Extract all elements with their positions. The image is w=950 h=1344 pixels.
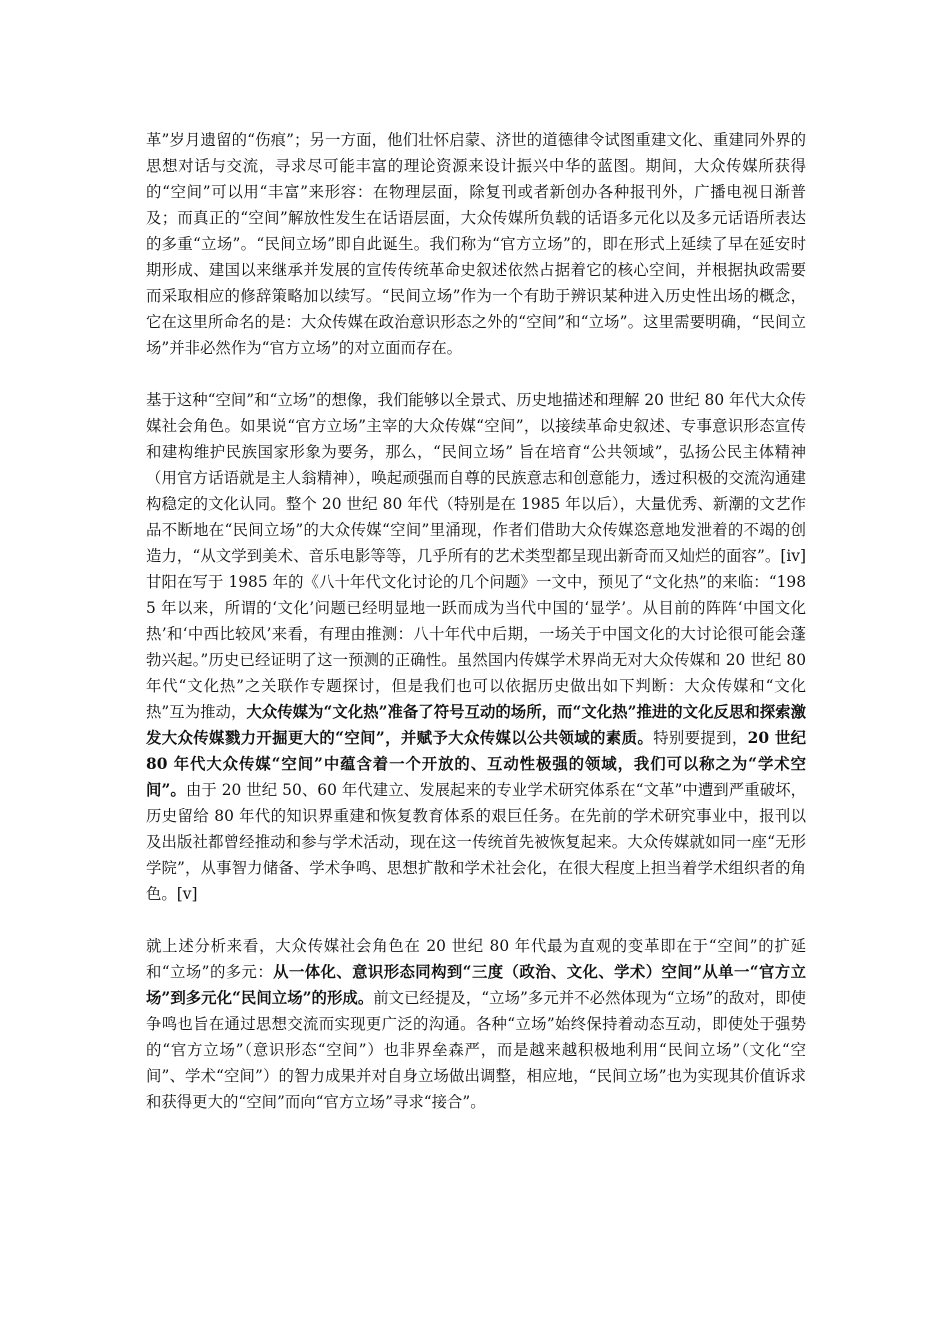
paragraph-2-bold-a: 大众传媒为“文化热”准备了符号互动的场所，而“文化热”推进的文化反思和探索激发大众传媒戮力开掘更大的“空间”，并赋予大众传媒以公共领域的素质。 xyxy=(146,703,806,747)
paragraph-2 xyxy=(146,387,806,907)
paragraph-1 xyxy=(146,127,806,361)
paragraph-3-text-b: 前文已经提及，“立场”多元并不必然体现为“立场”的敌对，即使争鸣也旨在通过思想交流而实现更广泛的沟通。各种“立场”始终保持着动态互动，即使处于强势的“官方立场”（意识形态“空间”）也非界垒森严，而是越来越积极地利用“民间立场”（文化“空间”、学术“空间”）的智力成果并对自身立场做出调整，相应地，“民间立场”也为实现其价值诉求和获得更大的“空间”而向“官方立场”寻求“接合”。 xyxy=(146,989,806,1111)
document-page xyxy=(146,127,806,1115)
paragraph-3 xyxy=(146,933,806,1115)
paragraph-3-text-a: 就上述分析来看，大众传媒社会角色在 20 世纪 80 年代最为直观的变革即在于“空间”的扩延和“立场”的多元： xyxy=(146,937,806,981)
paragraph-2-text-a: 基于这种“空间”和“立场”的想像，我们能够以全景式、历史地描述和理解 20 世纪 80 年代大众传媒社会角色。如果说“官方立场”主宰的大众传媒“空间”，以接续革命史叙述、专事意识形态宣传和建构维护民族国家形象为要务，那么，“民间立场” 旨在培育“公共领域”，弘扬公民主体精神（用官方话语就是主人翁精神），唤起顽强而自尊的民族意志和创意能力，透过积极的交流沟通建构稳定的文化认同。整个 20 世纪 80 年代（特别是在 1985 年以后），大量优秀、新潮的文艺作品不断地在“民间立场”的大众传媒“空间”里涌现，作者们借助大众传媒恣意地发泄着的不竭的创造力，“从文学到美术、音乐电影等等，几乎所有的艺术类型都呈现出新奇而又灿烂的面容”。[iv]甘阳在写于 1985 年的《八十年代文化讨论的几个问题》一文中，预见了“文化热”的来临：“1985 年以来，所谓的‘文化’问题已经明显地一跃而成为当代中国的‘显学’。从目前的阵阵‘中国文化热’和‘中西比较风’来看，有理由推测：八十年代中后期，一场关于中国文化的大讨论很可能会蓬勃兴起。”历史已经证明了这一预测的正确性。虽然国内传媒学术界尚无对大众传媒和 20 世纪 80 年代“文化热”之关联作专题探讨，但是我们也可以依据历史做出如下判断：大众传媒和“文化热”互为推动， xyxy=(146,391,806,721)
paragraph-3-bold-a: 从一体化、意识形态同构到“三度（政治、文化、学术）空间”从单一“官方立场”到多元化“民间立场”的形成。 xyxy=(146,963,806,1007)
paragraph-2-text-b: 特别要提到， xyxy=(653,729,748,747)
paragraph-2-text-c: 由于 20 世纪 50、60 年代建立、发展起来的专业学术研究体系在“文革”中遭到严重破坏，历史留给 80 年代的知识界重建和恢复教育体系的艰巨任务。在先前的学术研究事业中，报刊以及出版社都曾经推动和参与学术活动，现在这一传统首先被恢复起来。大众传媒就如同一座“无形学院”，从事智力储备、学术争鸣、思想扩散和学术社会化，在很大程度上担当着学术组织者的角色。[v] xyxy=(146,781,807,903)
paragraph-2-bold-b: 20 世纪 80 年代大众传媒“空间”中蕴含着一个开放的、互动性极强的领域，我们可以称之为“学术空间”。 xyxy=(146,729,806,799)
paragraph-1-text: 革”岁月遗留的“伤痕”；另一方面，他们壮怀启蒙、济世的道德律令试图重建文化、重建同外界的思想对话与交流，寻求尽可能丰富的理论资源来设计振兴中华的蓝图。期间，大众传媒所获得的“空间”可以用“丰富”来形容：在物理层面，除复刊或者新创办各种报刊外，广播电视日渐普及；而真正的“空间”解放性发生在话语层面，大众传媒所负载的话语多元化以及多元话语所表达的多重“立场”。“民间立场”即自此诞生。我们称为“官方立场”的，即在形式上延续了早在延安时期形成、建国以来继承并发展的宣传传统革命史叙述依然占据着它的核心空间，并根据执政需要而采取相应的修辞策略加以续写。“民间立场”作为一个有助于辨识某种进入历史性出场的概念，它在这里所命名的是：大众传媒在政治意识形态之外的“空间”和“立场”。这里需要明确，“民间立场”并非必然作为“官方立场”的对立面而存在。 xyxy=(146,131,806,357)
